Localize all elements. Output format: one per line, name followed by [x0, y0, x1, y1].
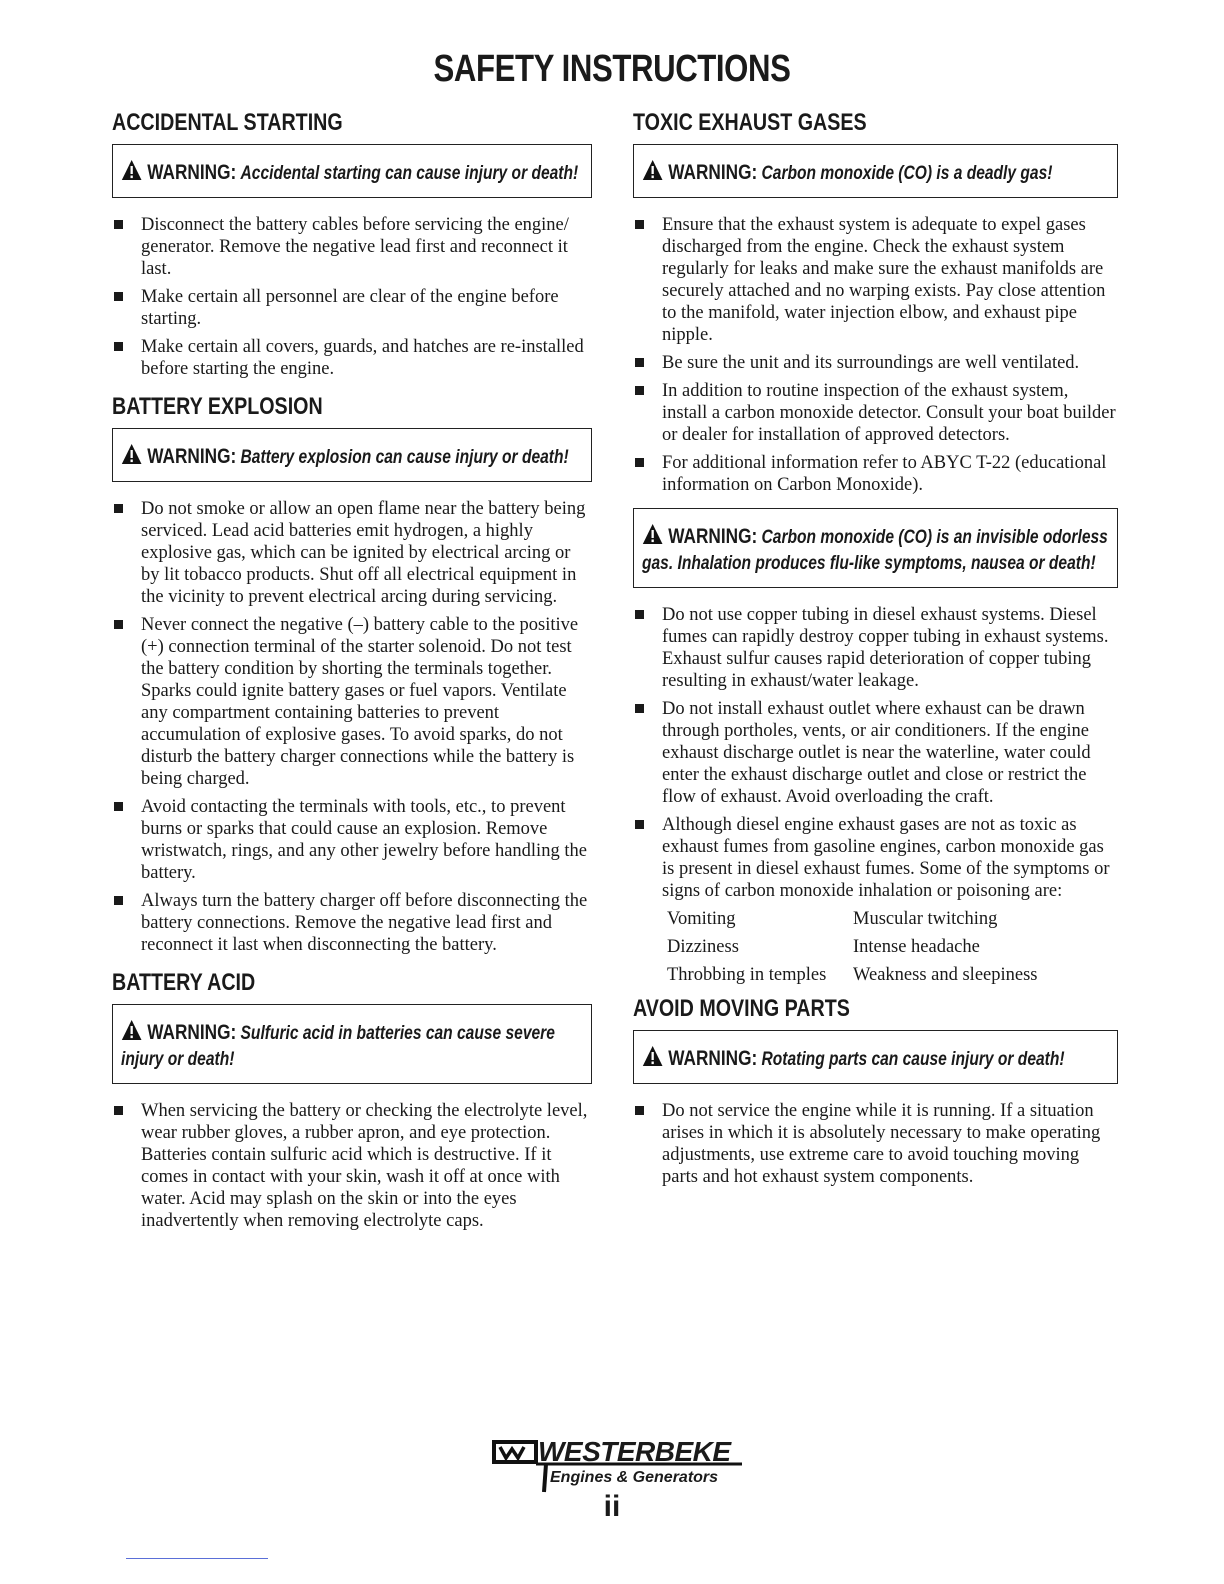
square-bullet-icon [114, 504, 123, 513]
square-bullet-icon [635, 458, 644, 467]
warning-label: WARNING: [668, 1047, 758, 1070]
page-title: SAFETY INSTRUCTIONS [433, 48, 791, 90]
symptoms-table [667, 908, 1118, 986]
square-bullet-icon [635, 704, 644, 713]
square-bullet-icon [114, 620, 123, 629]
list-item: In addition to routine inspection of the exhaust system, install a carbon monoxide detector. Consult your boat builder or dealer for installation of approved detectors. [633, 380, 1118, 446]
warning-text: Accidental starting can cause injury or death! [240, 163, 579, 184]
list-moving-parts [633, 1100, 1118, 1188]
warning-box-accidental-starting [112, 144, 592, 198]
square-bullet-icon [114, 1106, 123, 1115]
list-item: Make certain all covers, guards, and hatches are re-installed before starting the engine. [112, 336, 592, 380]
symptom: Intense headache [853, 937, 980, 957]
square-bullet-icon [635, 1106, 644, 1115]
list-item: Always turn the battery charger off before disconnecting the battery connections. Remove the negative lead first and reconnect it last when disconnecting the battery. [112, 890, 592, 956]
square-bullet-icon [635, 358, 644, 367]
list-item: When servicing the battery or checking the electrolyte level, wear rubber gloves, a rubber apron, and eye protection. Batteries contain sulfuric acid which is destructive. If it comes in contact with your skin, wash it off at once with water. Acid may splash on the skin or into the eyes inadvertently when removing electrolyte caps. [112, 1100, 592, 1232]
symptom: Dizziness [667, 937, 739, 957]
warning-box-battery-explosion [112, 428, 592, 482]
westerbeke-logo [488, 1436, 758, 1496]
left-column [112, 108, 592, 1238]
square-bullet-icon [635, 820, 644, 829]
warning-triangle-icon [642, 1045, 663, 1067]
list-item: Be sure the unit and its surroundings are well ventilated. [633, 352, 1118, 374]
warning-text: Rotating parts can cause injury or death! [761, 1049, 1065, 1070]
symptom: Muscular twitching [853, 909, 998, 929]
square-bullet-icon [114, 896, 123, 905]
warning-box-co-invisible [633, 508, 1118, 588]
list-item: Do not service the engine while it is running. If a situation arises in which it is absolutely necessary to make operating adjustments, use extreme care to avoid touching moving parts and hot exhaust system components. [633, 1100, 1118, 1188]
section-heading-battery-acid: BATTERY ACID [112, 969, 256, 996]
symptom: Throbbing in temples [667, 965, 827, 985]
list-item: Do not use copper tubing in diesel exhaust systems. Diesel fumes can rapidly destroy copper tubing in exhaust systems. Exhaust sulfur causes rapid deterioration of copper tubing resulting in exhaust/water leakage. [633, 604, 1118, 692]
warning-triangle-icon [121, 159, 142, 181]
section-heading-toxic-exhaust: TOXIC EXHAUST GASES [633, 109, 867, 136]
list-accidental-starting [112, 214, 592, 380]
list-battery-acid [112, 1100, 592, 1232]
list-item: Although diesel engine exhaust gases are not as toxic as exhaust fumes from gasoline engines, carbon monoxide gas is present in diesel exhaust fumes. Some of the symptoms or signs of carbon monoxide inhalation or poisoning are: [633, 814, 1118, 902]
square-bullet-icon [635, 386, 644, 395]
warning-label: WARNING: [147, 161, 237, 184]
square-bullet-icon [114, 802, 123, 811]
warning-triangle-icon [121, 443, 142, 465]
section-heading-avoid-moving-parts: AVOID MOVING PARTS [633, 995, 850, 1022]
warning-box-toxic-exhaust [633, 144, 1118, 198]
footer-rule [126, 1558, 268, 1559]
list-item: Avoid contacting the terminals with tools, etc., to prevent burns or sparks that could cause an explosion. Remove wristwatch, rings, and any other jewelry before handling the battery. [112, 796, 592, 884]
list-battery-explosion [112, 498, 592, 956]
right-column [633, 108, 1118, 1194]
warning-label: WARNING: [668, 525, 758, 548]
warning-label: WARNING: [147, 445, 237, 468]
square-bullet-icon [635, 610, 644, 619]
section-heading-battery-explosion: BATTERY EXPLOSION [112, 393, 323, 420]
symptom: Weakness and sleepiness [853, 965, 1038, 985]
symptom: Vomiting [667, 909, 736, 929]
square-bullet-icon [114, 342, 123, 351]
warning-box-moving-parts [633, 1030, 1118, 1084]
list-item: Never connect the negative (–) battery cable to the positive (+) connection terminal of the starter solenoid. Do not test the battery condition by shorting the terminals together. Sparks could ignite battery gases or fuel vapors. Ventilate any compartment containing batteries to prevent accumulation of explosive gases. To avoid sparks, do not disturb the battery charger connections while the battery is being charged. [112, 614, 592, 790]
list-item: Do not install exhaust outlet where exhaust can be drawn through portholes, vents, or air conditioners. If the engine exhaust discharge outlet is near the waterline, water could enter the exhaust discharge outlet and close or restrict the flow of exhaust. Avoid overloading the craft. [633, 698, 1118, 808]
list-item: Ensure that the exhaust system is adequate to expel gases discharged from the engine. Check the exhaust system regularly for leaks and make sure the exhaust manifolds are securely attached and no warping exists. Pay close attention to the manifold, water injection elbow, and exhaust pipe nipple. [633, 214, 1118, 346]
logo-name: WESTERBEKE [538, 1436, 731, 1467]
warning-triangle-icon [642, 523, 663, 545]
section-heading-accidental-starting: ACCIDENTAL STARTING [112, 109, 343, 136]
warning-text: Carbon monoxide (CO) is an invisible odorless gas. Inhalation produces flu-like symptoms, nausea or death! [642, 527, 1108, 574]
warning-text: Battery explosion can cause injury or death! [240, 447, 569, 468]
warning-triangle-icon [642, 159, 663, 181]
list-diesel-exhaust [633, 604, 1118, 902]
warning-text: Carbon monoxide (CO) is a deadly gas! [761, 163, 1053, 184]
square-bullet-icon [635, 220, 644, 229]
list-item: Disconnect the battery cables before servicing the engine/ generator. Remove the negative lead first and reconnect it last. [112, 214, 592, 280]
square-bullet-icon [114, 220, 123, 229]
warning-label: WARNING: [147, 1021, 237, 1044]
list-toxic-exhaust [633, 214, 1118, 496]
warning-text: Sulfuric acid in batteries can cause severe injury or death! [121, 1023, 555, 1070]
warning-triangle-icon [121, 1019, 142, 1041]
page-number: ii [603, 1490, 621, 1523]
warning-box-battery-acid [112, 1004, 592, 1084]
list-item: For additional information refer to ABYC T-22 (educational information on Carbon Monoxide). [633, 452, 1118, 496]
list-item: Make certain all personnel are clear of the engine before starting. [112, 286, 592, 330]
square-bullet-icon [114, 292, 123, 301]
list-item: Do not smoke or allow an open flame near the battery being serviced. Lead acid batteries emit hydrogen, a highly explosive gas, which can be ignited by electrical arcing or by lit tobacco products. Shut off all electrical equipment in the vicinity to prevent electrical arcing during servicing. [112, 498, 592, 608]
warning-label: WARNING: [668, 161, 758, 184]
logo-tagline: Engines & Generators [550, 1469, 719, 1486]
